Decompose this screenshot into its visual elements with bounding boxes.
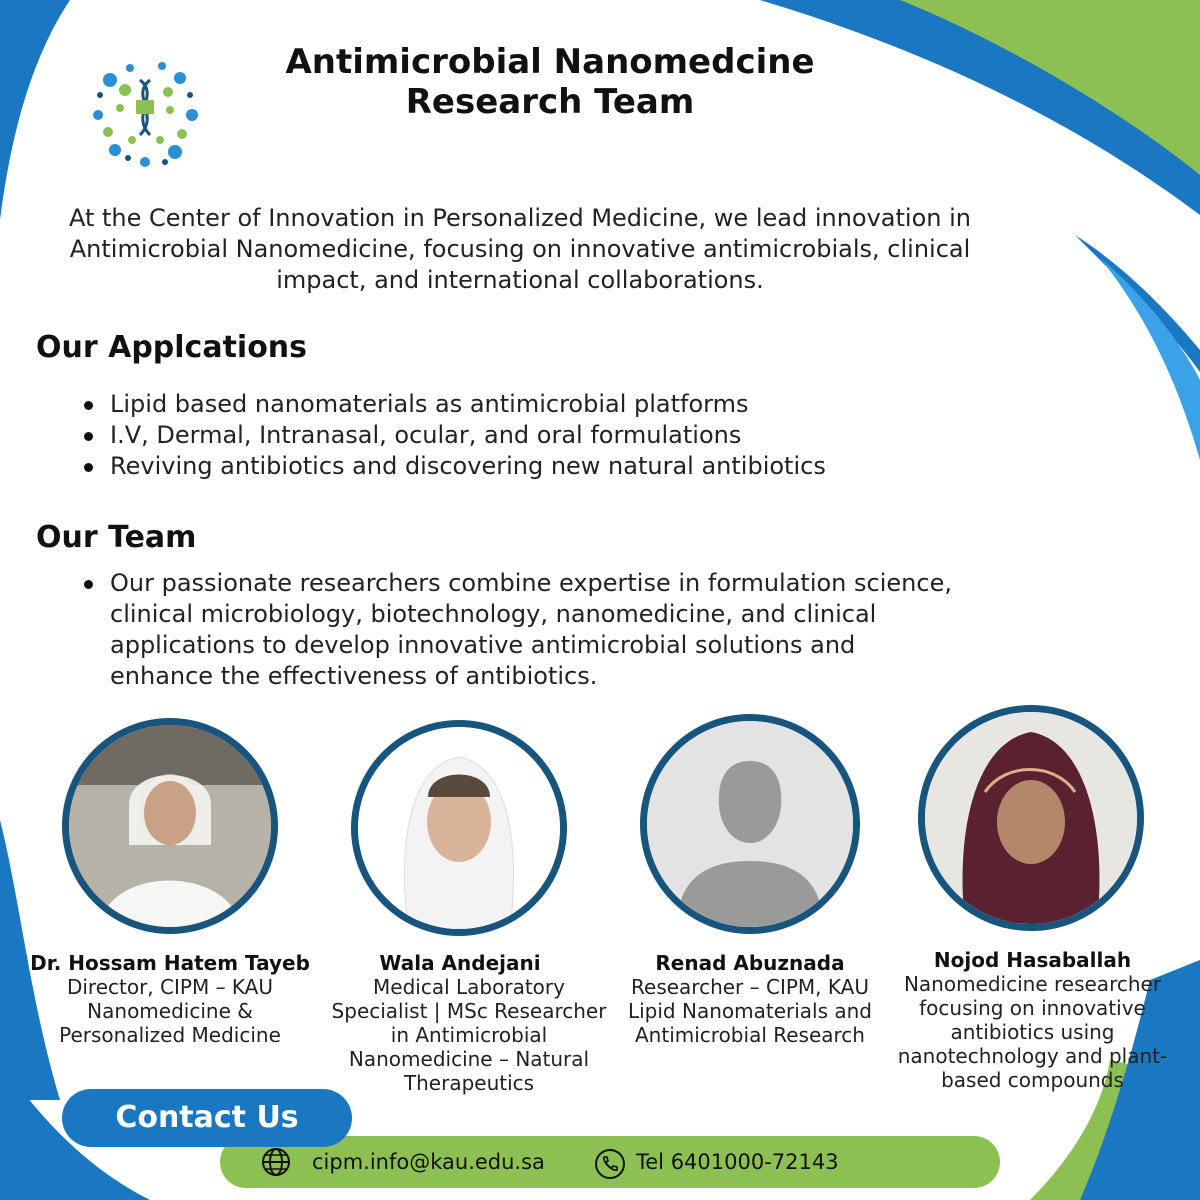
list-item: Our passionate researchers combine expertise in formulation science, clinical microbiology, biotechnology, nanomedicine, and clinical applications to develop innovative antimicrobial solutions and enhance the effectiveness of antibiotics. [74, 568, 954, 692]
woman-portrait-icon [358, 727, 560, 929]
contact-email[interactable]: cipm.info@kau.edu.sa [312, 1150, 545, 1174]
member-photo-nojod [918, 705, 1144, 931]
list-item: I.V, Dermal, Intranasal, ocular, and oral formulations [74, 420, 954, 451]
intro-paragraph: At the Center of Innovation in Personalized Medicine, we lead innovation in Antimicrobial Nanomedicine, focusing on innovative antimicrobials, clinical impact, and international collaborations. [68, 204, 971, 294]
member-name-hossam: Dr. Hossam Hatem Tayeb [30, 951, 310, 975]
page-title [250, 42, 850, 122]
member-role-nojod: Nanomedicine researcher focusing on innovative antibiotics using nanotechnology and plant-based compounds [897, 972, 1168, 1092]
man-portrait-icon [69, 725, 271, 927]
member-name-nojod: Nojod Hasaballah [933, 948, 1132, 972]
team-description-list [74, 568, 954, 692]
list-item: Reviving antibiotics and discovering new natural antibiotics [74, 451, 954, 482]
applications-list [74, 389, 954, 482]
member-photo-wala [351, 720, 567, 936]
member-name-wala: Wala Andejani [379, 951, 541, 975]
member-role-renad: Researcher – CIPM, KAU Lipid Nanomaterials and Antimicrobial Research [627, 975, 872, 1047]
member-role-hossam: Director, CIPM – KAU Nanomedicine & Personalized Medicine [59, 975, 281, 1047]
phone-icon [594, 1148, 626, 1180]
contact-us-banner: Contact Us [62, 1089, 352, 1147]
member-photo-hossam [62, 718, 278, 934]
list-item: Lipid based nanomaterials as antimicrobial platforms [74, 389, 954, 420]
woman-portrait-icon [925, 712, 1137, 924]
team-heading: Our Team [36, 520, 197, 555]
title-line-1: Antimicrobial Nanomedcine [285, 42, 815, 82]
applications-heading: Our Applcations [36, 330, 308, 365]
member-name-renad: Renad Abuznada [655, 951, 845, 975]
title-line-2: Research Team [405, 82, 695, 122]
contact-phone[interactable]: Tel 6401000-72143 [636, 1150, 839, 1174]
user-placeholder-icon [647, 721, 853, 927]
member-photo-renad [640, 714, 860, 934]
member-role-wala: Medical Laboratory Specialist | MSc Researcher in Antimicrobial Nanomedicine – Natural Therapeutics [331, 975, 607, 1095]
globe-icon [260, 1146, 292, 1178]
center-logo [70, 40, 220, 190]
